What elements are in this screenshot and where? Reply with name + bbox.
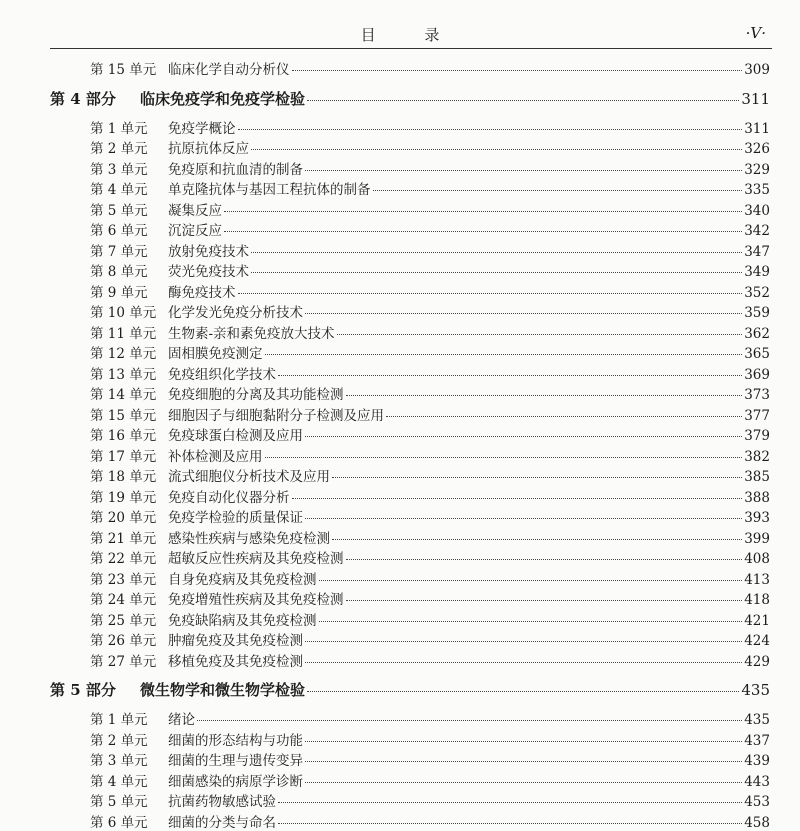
dot-leader [265, 353, 743, 355]
entry-title: 临床免疫学和免疫学检验 [140, 88, 305, 109]
entry-page-number: 399 [744, 531, 770, 547]
toc-unit-entry [50, 178, 770, 199]
toc-unit-entry [50, 260, 770, 281]
dot-leader [337, 333, 743, 335]
dot-leader [346, 394, 743, 396]
entry-title: 免疫球蛋白检测及应用 [168, 424, 303, 444]
toc-unit-entry [50, 117, 770, 138]
entry-page-number: 373 [744, 387, 770, 403]
unit-number: 第 4 单元 [90, 770, 168, 790]
unit-number: 第 8 单元 [90, 260, 168, 280]
unit-number: 第 15 单元 [90, 58, 168, 78]
entry-page-number: 424 [744, 633, 770, 649]
entry-title: 超敏反应性疾病及其免疫检测 [168, 547, 344, 567]
unit-number: 第 15 单元 [90, 404, 168, 424]
entry-title: 自身免疫病及其免疫检测 [168, 568, 317, 588]
unit-number: 第 24 单元 [90, 588, 168, 608]
entry-page-number: 369 [744, 367, 770, 383]
entry-page-number: 377 [744, 408, 770, 424]
entry-title: 化学发光免疫分析技术 [168, 301, 303, 321]
toc-unit-entry [50, 506, 770, 527]
entry-page-number: 421 [744, 613, 770, 629]
toc-part-entry [50, 679, 770, 699]
entry-title: 细菌的分类与命名 [168, 811, 276, 831]
unit-number: 第 1 单元 [90, 117, 168, 137]
unit-number: 第 4 单元 [90, 178, 168, 198]
entry-title: 免疫组织化学技术 [168, 363, 276, 383]
entry-title: 细菌的生理与遗传变异 [168, 749, 303, 769]
entry-title: 酶免疫技术 [168, 281, 236, 301]
dot-leader [251, 148, 742, 150]
dot-leader [305, 312, 742, 314]
dot-leader [319, 579, 743, 581]
unit-number: 第 16 单元 [90, 424, 168, 444]
unit-number: 第 27 单元 [90, 650, 168, 670]
toc-unit-entry [50, 281, 770, 302]
dot-leader [292, 69, 743, 71]
entry-title: 免疫增殖性疾病及其免疫检测 [168, 588, 344, 608]
unit-number: 第 9 单元 [90, 281, 168, 301]
entry-title: 放射免疫技术 [168, 240, 249, 260]
toc-unit-entry [50, 708, 770, 729]
unit-number: 第 6 单元 [90, 811, 168, 831]
toc-unit-entry [50, 158, 770, 179]
entry-page-number: 311 [741, 90, 770, 108]
entry-page-number: 408 [744, 551, 770, 567]
part-number: 第 4 部分 [50, 88, 140, 109]
entry-title: 感染性疾病与感染免疫检测 [168, 527, 330, 547]
entry-page-number: 385 [744, 469, 770, 485]
dot-leader [278, 822, 742, 824]
entry-page-number: 362 [744, 326, 770, 342]
toc-unit-entry [50, 790, 770, 811]
entry-page-number: 435 [741, 681, 770, 699]
entry-page-number: 413 [744, 572, 770, 588]
table-of-contents [50, 58, 770, 831]
dot-leader [305, 640, 742, 642]
toc-unit-entry [50, 527, 770, 548]
entry-title: 抗菌药物敏感试验 [168, 790, 276, 810]
dot-leader [224, 230, 742, 232]
toc-unit-entry [50, 629, 770, 650]
unit-number: 第 13 单元 [90, 363, 168, 383]
toc-unit-entry [50, 729, 770, 750]
unit-number: 第 14 单元 [90, 383, 168, 403]
unit-number: 第 25 单元 [90, 609, 168, 629]
entry-page-number: 443 [744, 774, 770, 790]
entry-page-number: 365 [744, 346, 770, 362]
unit-number: 第 21 单元 [90, 527, 168, 547]
entry-page-number: 309 [744, 62, 770, 78]
entry-title: 细菌感染的病原学诊断 [168, 770, 303, 790]
toc-unit-entry [50, 342, 770, 363]
dot-leader [278, 801, 742, 803]
entry-title: 单克隆抗体与基因工程抗体的制备 [168, 178, 371, 198]
toc-unit-entry [50, 58, 770, 79]
toc-unit-entry [50, 547, 770, 568]
toc-unit-entry [50, 770, 770, 791]
entry-title: 肿瘤免疫及其免疫检测 [168, 629, 303, 649]
toc-unit-entry [50, 301, 770, 322]
entry-page-number: 435 [744, 712, 770, 728]
dot-leader [292, 497, 743, 499]
toc-unit-entry [50, 363, 770, 384]
dot-leader [319, 620, 743, 622]
entry-page-number: 379 [744, 428, 770, 444]
toc-unit-entry [50, 650, 770, 671]
entry-title: 免疫缺陷病及其免疫检测 [168, 609, 317, 629]
toc-unit-entry [50, 219, 770, 240]
toc-unit-entry [50, 588, 770, 609]
unit-number: 第 7 单元 [90, 240, 168, 260]
page-header [50, 18, 772, 49]
dot-leader [278, 374, 742, 376]
unit-number: 第 3 单元 [90, 749, 168, 769]
unit-number: 第 22 单元 [90, 547, 168, 567]
dot-leader [346, 599, 743, 601]
toc-unit-entry [50, 322, 770, 343]
toc-unit-entry [50, 424, 770, 445]
unit-number: 第 5 单元 [90, 790, 168, 810]
unit-number: 第 26 单元 [90, 629, 168, 649]
unit-number: 第 10 单元 [90, 301, 168, 321]
dot-leader [197, 719, 742, 721]
entry-title: 抗原抗体反应 [168, 137, 249, 157]
entry-title: 荧光免疫技术 [168, 260, 249, 280]
entry-title: 沉淀反应 [168, 219, 222, 239]
dot-leader [307, 99, 739, 101]
dot-leader [346, 558, 743, 560]
entry-title: 固相膜免疫测定 [168, 342, 263, 362]
entry-title: 免疫自动化仪器分析 [168, 486, 290, 506]
dot-leader [251, 271, 742, 273]
entry-title: 移植免疫及其免疫检测 [168, 650, 303, 670]
unit-number: 第 11 单元 [90, 322, 168, 342]
dot-leader [224, 210, 742, 212]
entry-page-number: 439 [744, 753, 770, 769]
toc-unit-entry [50, 465, 770, 486]
dot-leader [305, 781, 742, 783]
entry-page-number: 340 [744, 203, 770, 219]
unit-number: 第 19 单元 [90, 486, 168, 506]
entry-page-number: 352 [744, 285, 770, 301]
toc-unit-entry [50, 199, 770, 220]
entry-page-number: 329 [744, 162, 770, 178]
toc-unit-entry [50, 240, 770, 261]
dot-leader [305, 169, 742, 171]
page-title: 目 录 [50, 24, 772, 45]
entry-title: 补体检测及应用 [168, 445, 263, 465]
entry-page-number: 418 [744, 592, 770, 608]
part-number: 第 5 部分 [50, 679, 140, 700]
unit-number: 第 20 单元 [90, 506, 168, 526]
dot-leader [305, 760, 742, 762]
unit-number: 第 2 单元 [90, 137, 168, 157]
dot-leader [332, 476, 742, 478]
unit-number: 第 12 单元 [90, 342, 168, 362]
unit-number: 第 3 单元 [90, 158, 168, 178]
entry-page-number: 393 [744, 510, 770, 526]
dot-leader [238, 292, 743, 294]
dot-leader [305, 740, 742, 742]
unit-number: 第 1 单元 [90, 708, 168, 728]
entry-title: 免疫细胞的分离及其功能检测 [168, 383, 344, 403]
entry-title: 细胞因子与细胞黏附分子检测及应用 [168, 404, 384, 424]
entry-title: 微生物学和微生物学检验 [140, 679, 305, 700]
dot-leader [251, 251, 742, 253]
entry-title: 流式细胞仪分析技术及应用 [168, 465, 330, 485]
entry-page-number: 458 [744, 815, 770, 831]
toc-unit-entry [50, 137, 770, 158]
unit-number: 第 5 单元 [90, 199, 168, 219]
entry-page-number: 453 [744, 794, 770, 810]
dot-leader [305, 435, 742, 437]
entry-page-number: 342 [744, 223, 770, 239]
toc-unit-entry [50, 445, 770, 466]
entry-title: 细菌的形态结构与功能 [168, 729, 303, 749]
entry-title: 免疫原和抗血清的制备 [168, 158, 303, 178]
toc-unit-entry [50, 749, 770, 770]
toc-unit-entry [50, 811, 770, 831]
unit-number: 第 2 单元 [90, 729, 168, 749]
entry-page-number: 437 [744, 733, 770, 749]
page-number: ·V· [746, 24, 766, 42]
entry-page-number: 359 [744, 305, 770, 321]
entry-page-number: 335 [744, 182, 770, 198]
entry-title: 临床化学自动分析仪 [168, 58, 290, 78]
dot-leader [307, 690, 739, 692]
toc-unit-entry [50, 486, 770, 507]
entry-page-number: 311 [744, 121, 770, 137]
dot-leader [265, 456, 743, 458]
dot-leader [238, 128, 743, 130]
entry-page-number: 388 [744, 490, 770, 506]
dot-leader [373, 189, 743, 191]
toc-unit-entry [50, 568, 770, 589]
entry-page-number: 349 [744, 264, 770, 280]
dot-leader [332, 538, 742, 540]
entry-title: 免疫学检验的质量保证 [168, 506, 303, 526]
entry-title: 凝集反应 [168, 199, 222, 219]
toc-unit-entry [50, 609, 770, 630]
entry-page-number: 429 [744, 654, 770, 670]
entry-title: 免疫学概论 [168, 117, 236, 137]
unit-number: 第 6 单元 [90, 219, 168, 239]
entry-title: 绪论 [168, 708, 195, 728]
unit-number: 第 23 单元 [90, 568, 168, 588]
dot-leader [386, 415, 742, 417]
dot-leader [305, 517, 742, 519]
entry-page-number: 347 [744, 244, 770, 260]
toc-unit-entry [50, 383, 770, 404]
toc-part-entry [50, 88, 770, 108]
dot-leader [305, 661, 742, 663]
entry-title: 生物素-亲和素免疫放大技术 [168, 322, 335, 342]
unit-number: 第 17 单元 [90, 445, 168, 465]
toc-unit-entry [50, 404, 770, 425]
entry-page-number: 382 [744, 449, 770, 465]
entry-page-number: 326 [744, 141, 770, 157]
unit-number: 第 18 单元 [90, 465, 168, 485]
